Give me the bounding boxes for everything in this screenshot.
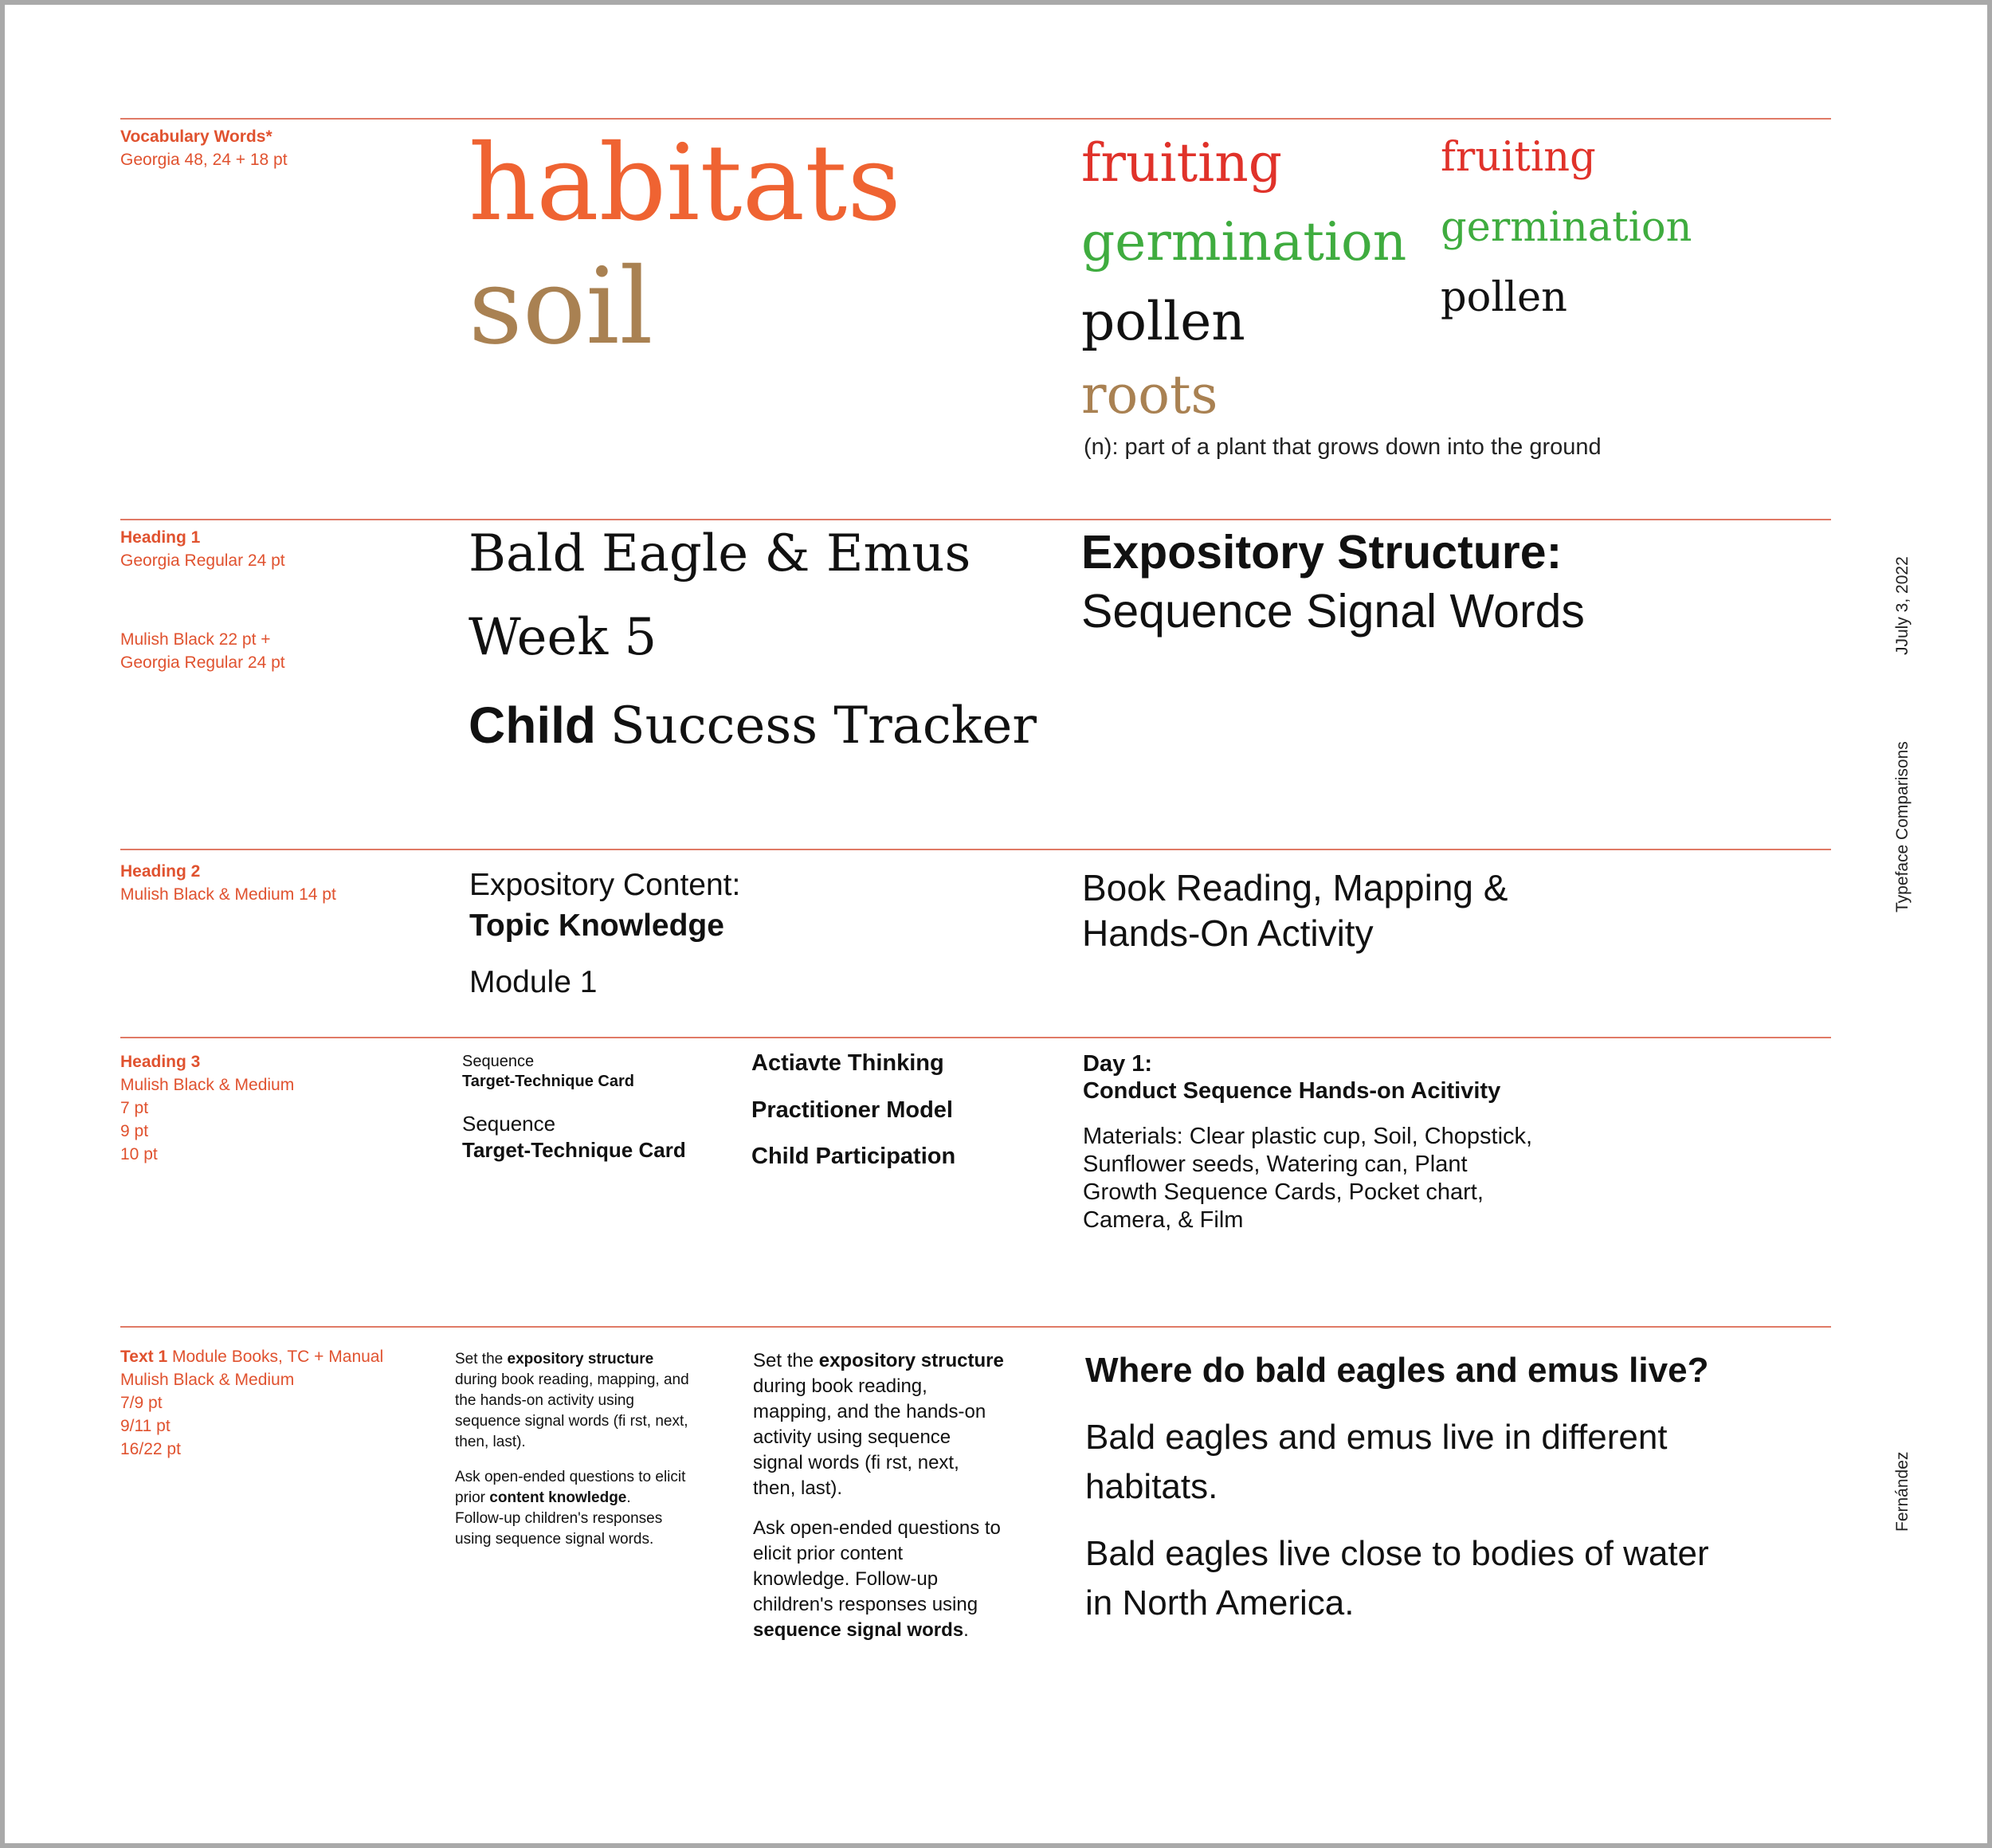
text1-medium-p2-last xyxy=(753,1618,1004,1643)
h1-label-sub2b: Georgia Regular 24 pt xyxy=(120,653,285,672)
text1-small-p1-b: expository structure xyxy=(507,1351,654,1367)
vocab-small-pollen: pollen xyxy=(1441,274,1568,321)
text1-large-p2-b: in North America. xyxy=(1085,1583,1355,1622)
text1-label xyxy=(120,1345,383,1461)
divider-rule xyxy=(120,849,1831,850)
h1-line-tracker xyxy=(469,693,1037,758)
h3-materials-line: Sunflower seeds, Watering can, Plant xyxy=(1083,1152,1468,1177)
text1-label-title-line xyxy=(120,1345,383,1368)
text1-small-block xyxy=(455,1349,689,1550)
text1-large-block xyxy=(1085,1413,1709,1628)
h1-line-bald-eagle: Bald Eagle & Emus xyxy=(469,524,971,583)
vocab-label-title: Vocabulary Words* xyxy=(120,128,273,146)
text1-medium-p1-line: during book reading, xyxy=(753,1375,927,1397)
text1-medium-block xyxy=(753,1348,1004,1643)
text1-label-size-9: 9/11 pt xyxy=(120,1417,171,1435)
h3-item-activate: Actiavte Thinking xyxy=(751,1050,944,1076)
text1-medium-p2-line: children's responses using xyxy=(753,1594,978,1615)
text1-small-p2-second xyxy=(455,1488,689,1509)
h3-materials xyxy=(1083,1123,1532,1234)
h2-topic-knowledge: Topic Knowledge xyxy=(469,908,724,943)
text1-label-sub: Mulish Black & Medium xyxy=(120,1371,295,1389)
text1-medium-p1-first xyxy=(753,1348,1004,1374)
vocab-definition: (n): part of a plant that grows down into the ground xyxy=(1084,434,1602,460)
side-author: Fernández xyxy=(1893,1451,1912,1532)
text1-medium-p2-line: knowledge. Follow-up xyxy=(753,1568,939,1590)
text1-medium-p2-bold: sequence signal words xyxy=(753,1619,964,1641)
text1-medium-p1-line: mapping, and the hands-on xyxy=(753,1401,986,1422)
vocab-big-habitats: habitats xyxy=(469,122,901,245)
text1-small-p2-b2: content knowledge xyxy=(489,1489,627,1506)
h1-label-title: Heading 1 xyxy=(120,528,201,547)
h3-materials-line: Materials: Clear plastic cup, Soil, Chopstick, xyxy=(1083,1124,1533,1149)
h3-med-sequence: Sequence xyxy=(462,1112,556,1136)
text1-medium-p1-line: activity using sequence xyxy=(753,1426,951,1448)
text1-small-p2-line: using sequence signal words. xyxy=(455,1531,654,1548)
divider-rule xyxy=(120,1326,1831,1328)
h1-label xyxy=(120,526,285,572)
text1-label-size-16: 16/22 pt xyxy=(120,1440,181,1458)
h1-label-sub2a: Mulish Black 22 pt + xyxy=(120,630,271,649)
h2-book-reading: Book Reading, Mapping & xyxy=(1082,867,1508,908)
text1-medium-p1-line: then, last). xyxy=(753,1477,843,1499)
vocab-mid-pollen: pollen xyxy=(1081,291,1245,352)
vocab-label xyxy=(120,125,288,171)
h3-label-sub: Mulish Black & Medium xyxy=(120,1076,295,1094)
text1-small-p1-a: Set the xyxy=(455,1351,504,1367)
h3-conduct: Conduct Sequence Hands-on Acitivity xyxy=(1083,1078,1501,1104)
text1-small-p2-line: Follow-up children's responses xyxy=(455,1510,663,1527)
text1-large-p1-a: Bald eagles and emus live in different xyxy=(1085,1418,1668,1457)
vocab-big-soil: soil xyxy=(469,245,653,368)
text1-small-p2-first: Ask open-ended questions to elicit xyxy=(455,1469,686,1485)
h3-label-title: Heading 3 xyxy=(120,1053,201,1071)
text1-small-p1-line: then, last). xyxy=(455,1434,526,1450)
text1-small-p1-line: sequence signal words (fi rst, next, xyxy=(455,1413,688,1430)
text1-small-p1-line: during book reading, mapping, and xyxy=(455,1371,689,1388)
text1-small-p2-b3: . xyxy=(626,1489,631,1506)
vocab-mid-roots: roots xyxy=(1081,364,1218,426)
vocab-mid-germination: germination xyxy=(1081,211,1407,273)
h3-label xyxy=(120,1050,294,1166)
text1-medium-p1-b: expository structure xyxy=(818,1350,1004,1371)
h2-hands-on: Hands-On Activity xyxy=(1082,912,1374,954)
h3-small-sequence: Sequence xyxy=(462,1053,535,1070)
h1-right-sequence: Sequence Signal Words xyxy=(1081,585,1585,638)
divider-rule xyxy=(120,118,1831,120)
text1-large-p1-b: habitats. xyxy=(1085,1467,1218,1506)
text1-medium-p2-line: Ask open-ended questions to xyxy=(753,1517,1001,1539)
text1-medium-p2-end: . xyxy=(963,1619,969,1641)
text1-small-p1-first xyxy=(455,1349,689,1370)
h3-med-card: Target-Technique Card xyxy=(462,1138,686,1162)
vocab-label-sub: Georgia 48, 24 + 18 pt xyxy=(120,151,288,169)
h3-small-card: Target-Technique Card xyxy=(462,1073,634,1090)
h3-label-size-7: 7 pt xyxy=(120,1099,149,1117)
h2-label-sub: Mulish Black & Medium 14 pt xyxy=(120,885,336,904)
h1-right-expository: Expository Structure: xyxy=(1081,526,1563,579)
text1-large-p2-a: Bald eagles live close to bodies of water xyxy=(1085,1534,1709,1573)
h2-label xyxy=(120,860,336,906)
text1-medium-p1-line: signal words (fi rst, next, xyxy=(753,1452,959,1473)
text1-label-size-7: 7/9 pt xyxy=(120,1394,163,1412)
text1-medium-p2-line: elicit prior content xyxy=(753,1543,904,1564)
text1-small-p1-line: the hands-on activity using xyxy=(455,1392,634,1409)
h3-label-size-10: 10 pt xyxy=(120,1145,158,1163)
h1-tracker-bold: Child xyxy=(469,696,596,754)
side-date: JJuly 3, 2022 xyxy=(1893,556,1912,655)
side-title: Typeface Comparisons xyxy=(1893,741,1912,912)
vocab-small-germination: germination xyxy=(1441,204,1692,251)
vocab-small-fruiting: fruiting xyxy=(1441,134,1596,181)
divider-rule xyxy=(120,1037,1831,1038)
text1-label-title: Text 1 xyxy=(120,1348,168,1366)
vocab-mid-fruiting: fruiting xyxy=(1081,132,1282,194)
h3-item-practitioner: Practitioner Model xyxy=(751,1097,953,1123)
text1-label-title-rest: Module Books, TC + Manual xyxy=(171,1348,384,1366)
h2-expository-content: Expository Content: xyxy=(469,868,741,902)
h3-label-size-9: 9 pt xyxy=(120,1122,149,1140)
text1-small-p2-b1: prior xyxy=(455,1489,486,1506)
h3-materials-line: Camera, & Film xyxy=(1083,1207,1244,1233)
h1-line-week: Week 5 xyxy=(469,608,657,667)
h2-module: Module 1 xyxy=(469,965,598,999)
h1-label-sub: Georgia Regular 24 pt xyxy=(120,551,285,570)
h3-day: Day 1: xyxy=(1083,1051,1153,1077)
text1-question: Where do bald eagles and emus live? xyxy=(1085,1351,1709,1390)
text1-medium-p1-a: Set the xyxy=(753,1350,814,1371)
h1-tracker-rest: Success Tracker xyxy=(610,696,1037,755)
divider-rule xyxy=(120,519,1831,520)
h3-materials-line: Growth Sequence Cards, Pocket chart, xyxy=(1083,1179,1484,1205)
h2-label-title: Heading 2 xyxy=(120,862,201,881)
h3-item-child: Child Participation xyxy=(751,1144,956,1169)
h1-label-2 xyxy=(120,628,285,674)
